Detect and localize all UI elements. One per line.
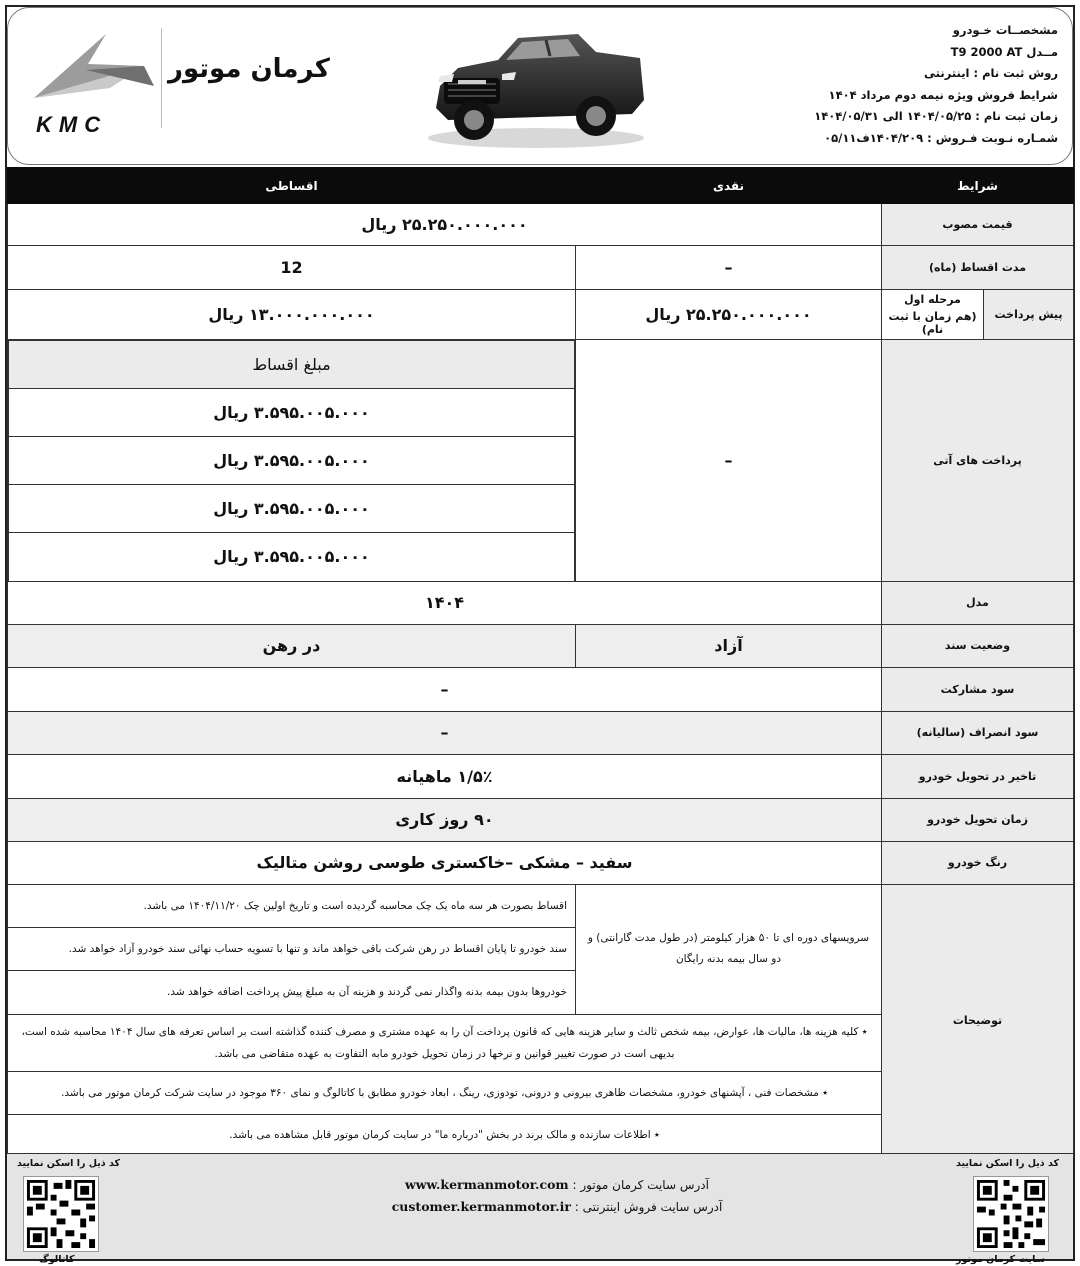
sales-round: شمـاره نـوبت فـروش : ۱۴۰۴/۲۰۹ف۰۵/۱۱: [824, 130, 1058, 145]
table-row: [8, 624, 1074, 667]
installment-period-cash: –: [576, 246, 882, 290]
prepayment-stage-label: مرحله اول: [904, 293, 961, 306]
kmc-logo-text: KMC: [36, 112, 108, 137]
installment-amount: ۳.۵۹۵.۰۰۵.۰۰۰ ریال: [9, 533, 575, 581]
service-note: سرویسهای دوره ای تا ۵۰ هزار کیلومتر (در طول مدت گارانتی) و دو سال بیمه بدنه رایگان: [576, 884, 882, 1014]
general-note: ٭ کلیه هزینه ها، مالیات ها، عوارض، بیمه شخص ثالث و سایر هزینه هایی که قانون پرداخت آن را به عهده مشتری و مصرف کننده گذاشته است بر اساس تعرفه های سال ۱۴۰۴ محاسبه شده است، بدیهی است در صورت تغییر قوانین و نرخها در زمان تحویل خودرو مابه التفاوت به عهده متقاضی می باشد.: [8, 1014, 882, 1071]
model-value: ۱۴۰۴: [8, 581, 882, 624]
document-status-label: وضعیت سند: [882, 624, 1074, 667]
future-payments-label: پرداخت های آتی: [882, 340, 1074, 582]
addresses: [337, 1174, 777, 1218]
prepayment-label: پیش پرداخت: [984, 290, 1074, 340]
qr-caption-catalog: کاتالوگ: [39, 1254, 75, 1265]
color-label: رنگ خودرو: [882, 841, 1074, 884]
table-row: [8, 754, 1074, 798]
header-panel: [7, 7, 1073, 165]
cancellation-profit-value: –: [8, 711, 882, 754]
installment-period-value: 12: [8, 246, 576, 290]
site-address-label: آدرس سایت کرمان موتور :: [572, 1178, 709, 1192]
model-line: مــدل T9 2000 AT: [950, 44, 1058, 59]
installment-note: خودروها بدون بیمه بدنه واگذار نمی گردند و هزینه آن به مبلغ پیش پرداخت اضافه خواهد شد.: [167, 986, 567, 998]
scan-prompt-right: کد ذیل را اسکن نمایید: [956, 1158, 1059, 1169]
cancellation-profit-label: سود انصراف (سالیانه): [882, 711, 1074, 754]
pickup-truck-image: [418, 16, 653, 158]
registration-time: زمان ثبت نام : ۱۴۰۴/۰۵/۲۵ الی ۱۴۰۴/۰۵/۳۱: [814, 109, 1058, 123]
kmc-logo-icon: [26, 26, 166, 141]
approved-price-value: ۲۵.۲۵۰.۰۰۰.۰۰۰ ریال: [8, 204, 882, 246]
future-payments-cash: –: [576, 340, 882, 582]
installment-amounts-header: مبلغ اقساط: [9, 341, 575, 389]
installment-amount: ۳.۵۹۵.۰۰۵.۰۰۰ ریال: [9, 389, 575, 437]
table-row: [8, 667, 1074, 711]
site-address-row: [337, 1174, 777, 1196]
brand-name-persian: کرمان موتور: [168, 54, 330, 84]
delivery-time-value: ۹۰ روز کاری: [8, 798, 882, 841]
general-note: ٭ مشخصات فنی ، آپشنهای خودرو، مشخصات ظاهری بیرونی و درونی، تودوزی، رینگ ، ابعاد خودرو مطابق با کاتالوگ و نمای ۳۶۰ موجود در سایت شرکت کرمان موتور می باشد.: [8, 1071, 882, 1114]
online-address-row: [337, 1196, 777, 1218]
document-status-installment: در رهن: [8, 624, 576, 667]
model-label: مدل: [882, 581, 1074, 624]
table-row: [8, 711, 1074, 754]
table-row: [8, 581, 1074, 624]
prepayment-installment: ۱۳.۰۰۰.۰۰۰.۰۰۰ ریال: [8, 290, 576, 340]
table-header-row: [8, 168, 1074, 204]
document-status-cash: آزاد: [576, 624, 882, 667]
vehicle-specs: [738, 20, 1058, 149]
installment-note: اقساط بصورت هر سه ماه یک چک محاسبه گردیده است و تاریخ اولین چک ۱۴۰۴/۱۱/۲۰ می باشد.: [8, 885, 575, 928]
table-row: [8, 246, 1074, 290]
header-cash: نقدی: [576, 168, 882, 204]
prepayment-cash: ۲۵.۲۵۰.۰۰۰.۰۰۰ ریال: [576, 290, 882, 340]
general-note: ٭ اطلاعات سازنده و مالک برند در بخش "درباره ما" در سایت کرمان موتور قابل مشاهده می باشد.: [8, 1114, 882, 1156]
installment-period-label: مدت اقساط (ماه): [882, 246, 1074, 290]
table-row: [8, 884, 1074, 1014]
registration-method: روش ثبت نام : اینترنتی: [924, 66, 1058, 80]
installment-amounts: [8, 340, 576, 582]
table-row: [8, 841, 1074, 884]
color-value: سفید – مشکی –خاکستری طوسی روشن متالیک: [8, 841, 882, 884]
site-url-link[interactable]: www.kermanmotor.com: [405, 1177, 569, 1192]
online-url-link[interactable]: customer.kermanmotor.ir: [391, 1199, 571, 1214]
price-sheet: [5, 5, 1075, 1265]
header-installment: اقساطی: [8, 168, 576, 204]
prepayment-stage: [882, 290, 984, 340]
conditions-table: [7, 167, 1074, 1157]
delivery-delay-label: تاخیر در تحویل خودرو: [882, 754, 1074, 798]
installment-note: سند خودرو تا پایان اقساط در رهن شرکت باقی خواهد ماند و تنها با تسویه حساب نهائی سند خودرو آزاد خواهد شد.: [8, 928, 575, 971]
installment-notes: [8, 884, 576, 1014]
online-address-label: آدرس سایت فروش اینترنتی :: [574, 1200, 723, 1214]
qr-caption-site: سایت کرمان موتور: [956, 1254, 1045, 1265]
prepayment-stage-note: (هم زمان با ثبت نام): [888, 310, 977, 336]
table-row: [8, 204, 1074, 246]
qr-code-site-icon[interactable]: [973, 1176, 1049, 1252]
footer: [7, 1153, 1073, 1265]
table-row: [8, 340, 1074, 582]
installment-amount: ۳.۵۹۵.۰۰۵.۰۰۰ ریال: [9, 437, 575, 485]
installment-amount: ۳.۵۹۵.۰۰۵.۰۰۰ ریال: [9, 485, 575, 533]
delivery-time-label: زمان تحویل خودرو: [882, 798, 1074, 841]
notes-label: توضیحات: [882, 884, 1074, 1156]
table-row: [8, 290, 1074, 340]
table-row: [8, 798, 1074, 841]
approved-price-label: قیمت مصوب: [882, 204, 1074, 246]
header-conditions: شرایط: [882, 168, 1074, 204]
delivery-delay-value: ۱/۵٪ ماهیانه: [8, 754, 882, 798]
participation-profit-value: –: [8, 667, 882, 711]
scan-prompt-left: کد ذیل را اسکن نمایید: [17, 1158, 120, 1169]
sale-conditions: شرایط فروش ویژه نیمه دوم مرداد ۱۴۰۴: [828, 87, 1058, 102]
participation-profit-label: سود مشارکت: [882, 667, 1074, 711]
specs-title: مشخصــات خـودرو: [952, 23, 1058, 37]
qr-code-catalog-icon[interactable]: [23, 1176, 99, 1252]
